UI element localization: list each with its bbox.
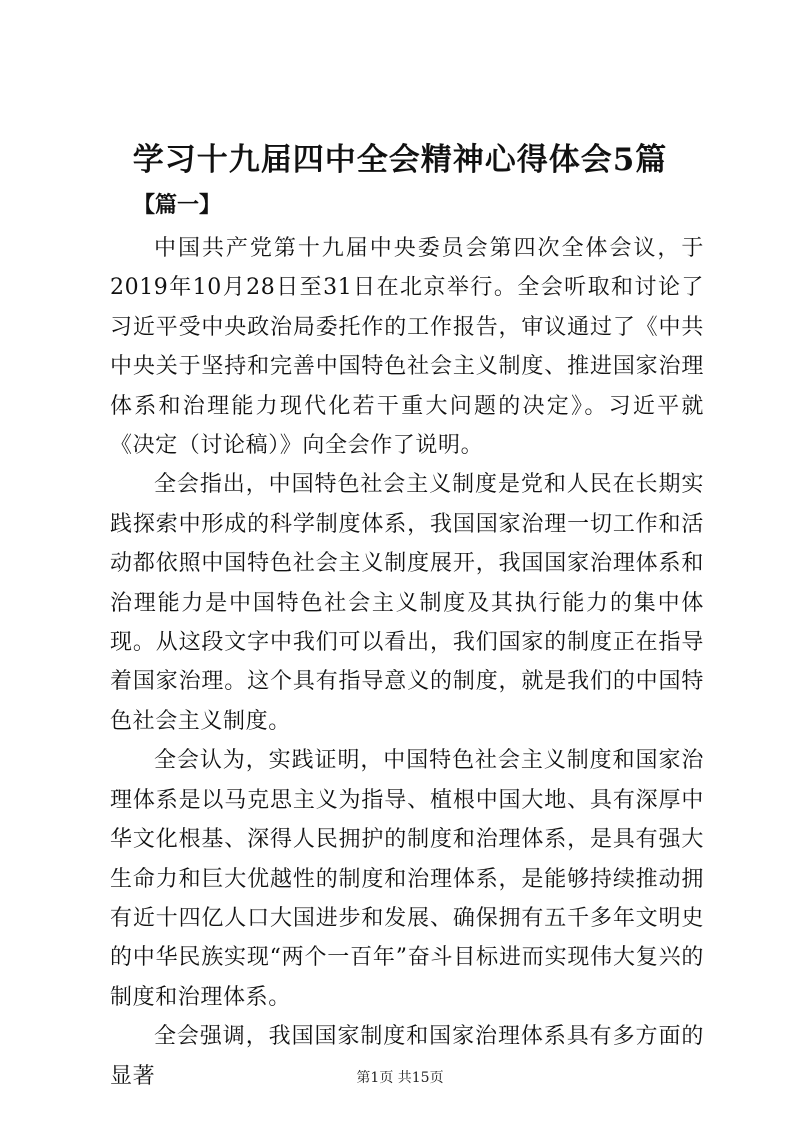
page-number-footer: 第1页 共15页	[356, 1070, 444, 1086]
section-label: 【篇一】	[133, 192, 222, 218]
paragraph-3: 全会认为，实践证明，中国特色社会主义制度和国家治理体系是以马克思主义为指导、植根中国大地、具有深厚中华文化根基、深得人民拥护的制度和治理体系，是具有强大生命力和巨大优越性的制度和治理体系，是能够持续推动拥有近十四亿人口大国进步和发展、确保拥有五千多年文明史的中华民族实现“两个一百年”奋斗目标进而实现伟大复兴的制度和治理体系。	[110, 748, 704, 1010]
document-title: 学习十九届四中全会精神心得体会5篇	[132, 142, 668, 178]
paragraph-1: 中国共产党第十九届中央委员会第四次全体会议，于2019年10月28日至31日在北京举行。全会听取和讨论了习近平受中央政治局委托作的工作报告，审议通过了《中共中央关于坚持和完善中国特色社会主义制度、推进国家治理体系和治理能力现代化若干重大问题的决定》。习近平就《决定（讨论稿）》向全会作了说明。	[110, 236, 704, 459]
document-body	[110, 229, 704, 1096]
paragraph-4: 全会强调，我国国家制度和国家治理体系具有多方面的显著	[110, 1024, 704, 1089]
paragraph-2: 全会指出，中国特色社会主义制度是党和人民在长期实践探索中形成的科学制度体系，我国国家治理一切工作和活动都依照中国特色社会主义制度展开，我国国家治理体系和治理能力是中国特色社会主义制度及其执行能力的集中体现。从这段文字中我们可以看出，我们国家的制度正在指导着国家治理。这个具有指导意义的制度，就是我们的中国特色社会主义制度。	[110, 472, 704, 734]
